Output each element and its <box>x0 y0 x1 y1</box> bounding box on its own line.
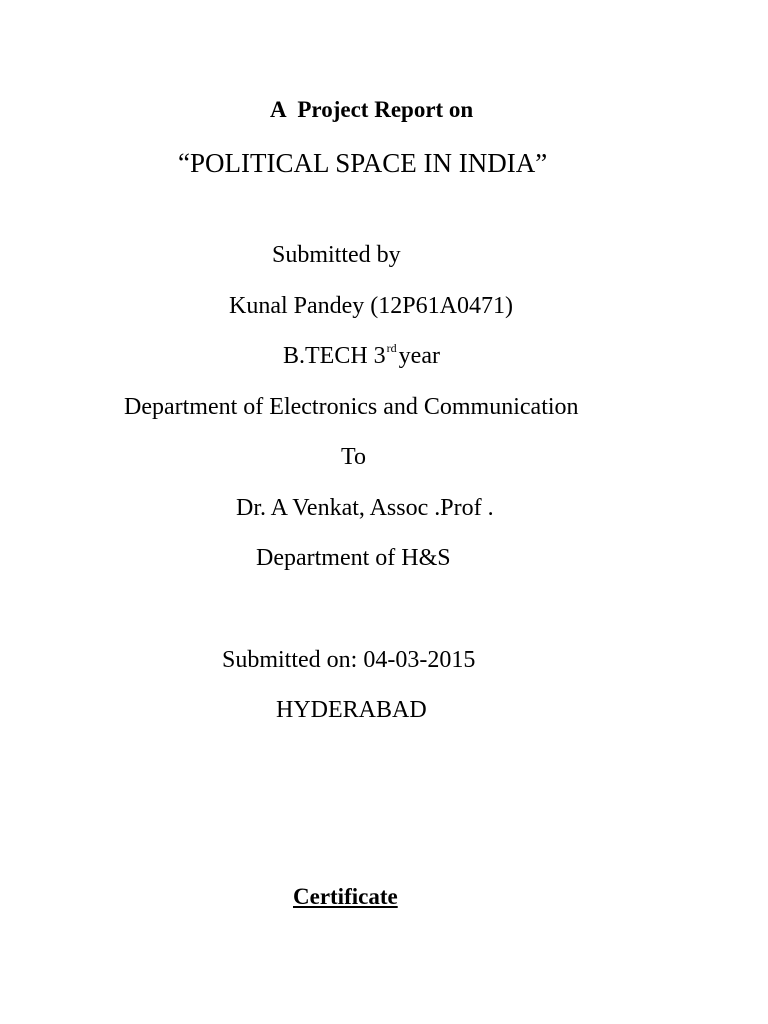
student-department: Department of Electronics and Communication <box>124 394 579 420</box>
submission-date: Submitted on: 04-03-2015 <box>222 647 476 673</box>
student-name: Kunal Pandey (12P61A0471) <box>229 293 513 319</box>
report-intro-article: A <box>270 97 287 122</box>
submission-city: HYDERABAD <box>276 697 427 723</box>
year-ordinal: rd <box>386 341 397 355</box>
to-label: To <box>341 444 366 470</box>
certificate-heading: Certificate <box>293 884 398 909</box>
recipient-department: Department of H&S <box>256 545 451 571</box>
year-suffix: year <box>398 343 440 369</box>
year-prefix: B.TECH 3 <box>283 343 386 369</box>
submitted-by-label: Submitted by <box>272 242 401 268</box>
report-intro-text: Project Report on <box>297 97 474 122</box>
report-intro <box>270 98 473 121</box>
student-year <box>283 341 440 369</box>
report-title: “POLITICAL SPACE IN INDIA” <box>178 148 548 178</box>
recipient-name: Dr. A Venkat, Assoc .Prof . <box>236 495 494 521</box>
